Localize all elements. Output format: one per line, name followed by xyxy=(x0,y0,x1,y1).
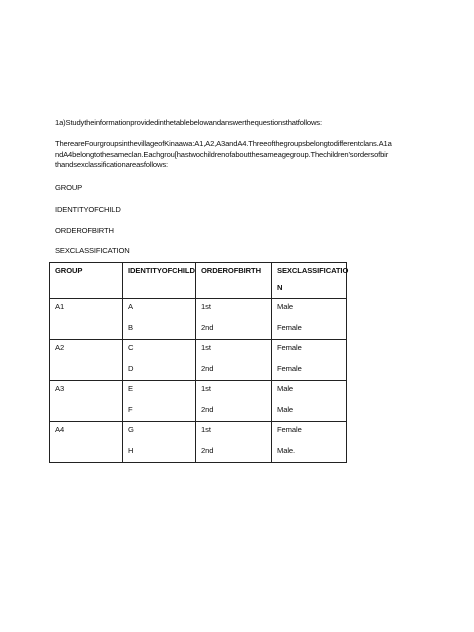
birth-order: 2nd xyxy=(201,363,214,373)
paragraph-line-2: ndA4belongtothesameclan.Eachgrou[hastwochildrenofaboutthesameagegroup.Thechildren'sordersofbir xyxy=(55,150,389,159)
birth-order: 2nd xyxy=(201,322,214,332)
group-cell: A2 xyxy=(50,340,123,381)
children-table xyxy=(49,262,347,463)
birth-order: 1st xyxy=(201,302,211,311)
sex-value: Male xyxy=(277,404,294,414)
birth-cell xyxy=(196,340,272,381)
child-id: C xyxy=(128,343,134,352)
child-id: E xyxy=(128,384,133,393)
table-row xyxy=(50,299,347,340)
child-id: F xyxy=(128,404,133,414)
birth-order: 1st xyxy=(201,425,211,434)
sex-value: Female xyxy=(277,363,302,373)
header-identity-of-child: IDENTITYOFCHILD xyxy=(123,263,196,299)
question-text: 1a)Studytheinformationprovidedinthetablebelowandanswerthequestionsthatfollows: xyxy=(55,118,322,127)
birth-cell xyxy=(196,299,272,340)
group-cell: A3 xyxy=(50,381,123,422)
birth-cell xyxy=(196,381,272,422)
birth-order: 2nd xyxy=(201,404,214,414)
child-id: D xyxy=(128,363,134,373)
label-identity-of-child: IDENTITYOFCHILD xyxy=(55,205,121,214)
child-cell xyxy=(123,340,196,381)
group-cell: A4 xyxy=(50,422,123,463)
label-group: GROUP xyxy=(55,183,83,192)
sex-value: Female xyxy=(277,425,302,434)
sex-cell xyxy=(272,299,347,340)
table-row xyxy=(50,422,347,463)
sex-cell xyxy=(272,340,347,381)
table-header-row xyxy=(50,263,347,299)
sex-value: Male xyxy=(277,302,294,311)
sex-cell xyxy=(272,381,347,422)
birth-order: 2nd xyxy=(201,445,214,455)
header-order-of-birth: ORDEROFBIRTH xyxy=(196,263,272,299)
label-sex-classification: SEXCLASSIFICATION xyxy=(55,246,130,255)
birth-order: 1st xyxy=(201,343,211,352)
child-id: G xyxy=(128,425,134,434)
sex-value: Female xyxy=(277,322,302,332)
paragraph-line-3: thandsexclassificationareasfollows: xyxy=(55,160,168,169)
sex-value: Male xyxy=(277,384,294,393)
sex-value: Male. xyxy=(277,445,296,455)
child-id: B xyxy=(128,322,133,332)
header-group: GROUP xyxy=(50,263,123,299)
group-cell: A1 xyxy=(50,299,123,340)
child-cell xyxy=(123,381,196,422)
paragraph-line-1: ThereareFourgroupsinthevillageofKinaawa:A1,A2,A3andA4.Threeofthegroupsbelongtodifferentclans.A1a xyxy=(55,139,392,148)
table-row xyxy=(50,381,347,422)
header-sex-classification-part-1: SEXCLASSIFICATIO xyxy=(277,266,349,275)
table-row xyxy=(50,340,347,381)
sex-cell xyxy=(272,422,347,463)
birth-cell xyxy=(196,422,272,463)
child-cell xyxy=(123,299,196,340)
child-id: H xyxy=(128,445,134,455)
sex-value: Female xyxy=(277,343,302,352)
child-id: A xyxy=(128,302,133,311)
birth-order: 1st xyxy=(201,384,211,393)
header-sex-classification xyxy=(272,263,347,299)
header-sex-classification-part-2: N xyxy=(277,282,283,292)
label-order-of-birth: ORDEROFBIRTH xyxy=(55,226,114,235)
child-cell xyxy=(123,422,196,463)
